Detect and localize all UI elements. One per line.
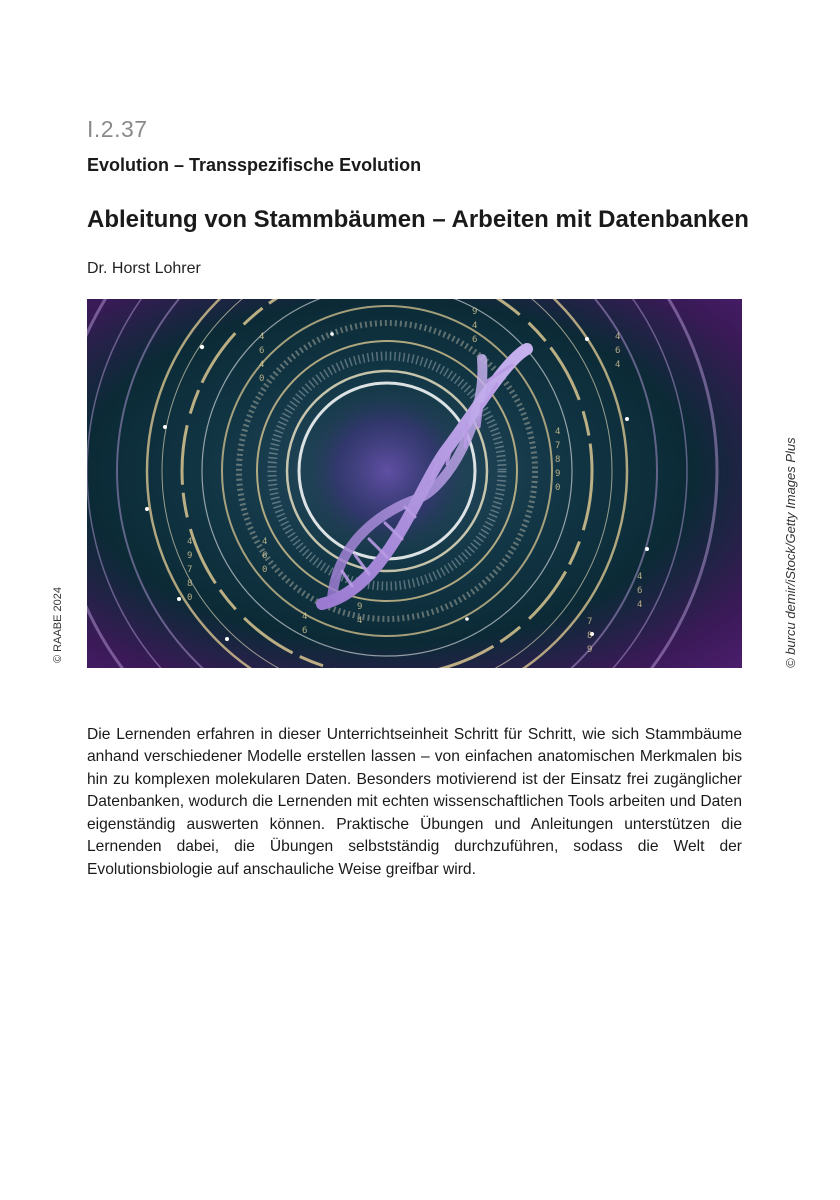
svg-text:4: 4 [637,600,643,610]
svg-text:8: 8 [555,455,561,465]
svg-text:8: 8 [187,579,193,589]
dna-helix-digital-rings-icon [87,299,742,668]
svg-text:7: 7 [555,441,561,451]
svg-text:4: 4 [637,572,643,582]
svg-text:4: 4 [357,616,363,626]
image-credit: © burcu demir/iStock/Getty Images Plus [783,437,798,668]
svg-text:4: 4 [187,537,193,547]
svg-text:4: 4 [262,537,268,547]
svg-text:6: 6 [637,586,643,596]
svg-text:9: 9 [187,551,193,561]
svg-text:0: 0 [555,483,561,493]
svg-text:9: 9 [357,602,363,612]
svg-text:4: 4 [555,427,561,437]
svg-text:9: 9 [555,469,561,479]
svg-text:9: 9 [472,307,478,317]
hero-image [87,299,742,668]
svg-text:4: 4 [259,332,265,342]
svg-text:4: 4 [259,360,265,370]
svg-text:9: 9 [587,645,593,655]
svg-text:7: 7 [187,565,193,575]
svg-text:6: 6 [302,626,308,636]
svg-text:6: 6 [615,346,621,356]
copyright-label: © RAABE 2024 [52,587,64,663]
svg-text:6: 6 [259,346,265,356]
svg-text:7: 7 [587,617,593,627]
unit-subtitle: Evolution – Transspezifische Evolution [87,155,422,175]
intro-paragraph: Die Lernenden erfahren in dieser Unterrichtseinheit Schritt für Schritt, wie sich Stammbäume anhand verschiedener Modelle erstellen lassen – von einfachen anatomischen Merkmalen bis hin zu komplexen molekularen Daten. Besonders motivierend ist der Einsatz frei zugänglicher Datenbanken, wodurch die Lernenden mit echten wissenschaftlichen Tools arbeiten und Daten eigenständig auswerten können. Praktische Übungen und Anleitungen unterstützen die Lernenden dabei, die Übungen selbstständig durchzuführen, sodass die Welt der Evolutionsbiologie auf anschauliche Weise greifbar wird. [87,725,742,878]
svg-text:4: 4 [472,321,478,331]
author: Dr. Horst Lohrer [87,260,201,277]
page-title: Ableitung von Stammbäumen – Arbeiten mit Datenbanken [87,206,749,233]
svg-text:8: 8 [587,631,593,641]
svg-text:4: 4 [302,612,308,622]
svg-text:4: 4 [615,332,621,342]
unit-code: I.2.37 [87,116,148,142]
svg-text:0: 0 [262,565,268,575]
svg-text:6: 6 [472,335,478,345]
svg-text:0: 0 [187,593,193,603]
svg-text:6: 6 [262,551,268,561]
svg-text:4: 4 [615,360,621,370]
svg-text:0: 0 [259,374,265,384]
